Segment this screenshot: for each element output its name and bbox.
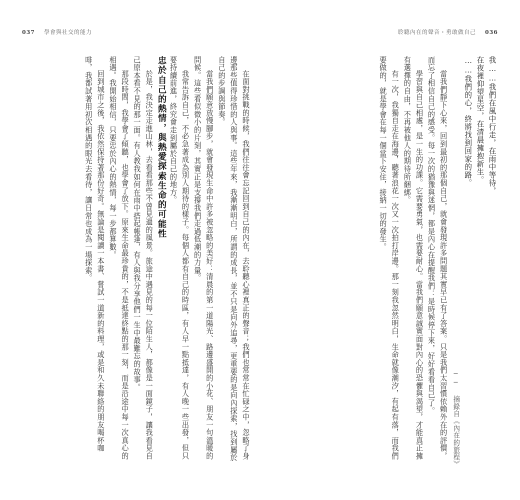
right-page	[268, 28, 498, 468]
right-page-number: 036	[485, 30, 498, 36]
body-paragraph: 那段時間，我學會了傾聽，也學會了放下。原來生命最珍貴的，不是抵達終點的那一刻，而是沿途中每一次真心的相遇。我開始相信，只要忠於內心的熱情，每一步都算數。	[108, 56, 131, 461]
quote-line: 我……我們在風中行走，在雨中等待，	[488, 56, 497, 196]
quote-attribution: ── 摘錄自《內在的旅程》	[451, 370, 460, 468]
body-paragraph: 回到城市之後，我依然保持著那份好奇。無論是閱讀一本書、嘗試一道新的料理，或是和久未聯絡的朋友喝杯咖啡，我都試著用初次相遇的眼光去看待，讓日常也成為一場探索。	[84, 56, 106, 453]
quote-line: ……我們的心，終將找到回家的路。	[463, 56, 473, 188]
right-running-title: 聆聽內在的聲音・勇敢做自己	[398, 30, 477, 36]
body-paragraph: 當我們靜下心來，回到最初的那個自己，就會發現許多問題其實早已有了答案。只是我們太習慣依賴外在的評價，而忘了相信自己的感受。每一次的猶豫與迷惘，都是內心在提醒我們：是時候停下來，好好看看自己了。	[427, 56, 449, 461]
body-paragraph: 在面對挑戰的時候，我們往往會忘記回到自己的內在，去聆聽心裡真正的聲音；我們也常常在忙碌之中，忽略了身邊那些值得珍惜的人與事。這些年來，我漸漸明白，所謂的成長，並不只是向外追尋，更重要的是向內探索，找到屬於自己的步調與節奏。	[217, 56, 251, 462]
body-paragraph: 當我們願意放慢腳步，就會發現生命中許多被忽略的美好：清晨的第一道陽光、路邊盛開的小花、朋友一句溫暖的問候。這些看似微小的片刻，其實正是支撐我們走過低潮的力量。	[193, 56, 215, 461]
book-spread	[22, 28, 498, 468]
left-page	[22, 28, 252, 468]
left-running-head	[22, 28, 92, 36]
body-paragraph: 於是，我決定走進山林，去看看那些不曾見過的風景。旅途中遇見的每一位陌生人，都像是一面鏡子，讓我看見自己原本看不見的那一面。有人教我如何在雨中搭起帳篷，有人與我分享他們一生中最難忘的故事。	[133, 56, 155, 461]
left-page-number: 037	[22, 30, 35, 36]
quote-line: 在夜裡仰望星空，在清晨擁抱新生。	[475, 56, 485, 184]
right-page-body	[268, 56, 498, 468]
body-paragraph: 我常告訴自己，不必急著成為別人期待的樣子。每個人都有自己的時區，有人早一點抵達，有人晚一些出發，但只要持續前進，終究會走到屬於自己的地方。	[169, 56, 191, 461]
left-page-body	[22, 56, 252, 468]
section-heading: 忠於自己的熱情，與熱愛探索生命的可能性	[156, 56, 167, 239]
body-paragraph: 學習與自己相處，是一生的功課。它需要勇氣，也需要耐心。當我們願意誠實面對內心的恐懼與渴望，才能真正擁有選擇的自由，不再被他人的期待所綑綁。	[403, 56, 425, 461]
right-running-head	[398, 28, 498, 36]
body-paragraph: 有一次，我獨自走在海邊，聽著浪花一次又一次拍打岸邊。那一刻我忽然明白，生命就像潮汐，有起有落，而我們要做的，就是學會在每一個當下安住，接納一切的發生。	[379, 56, 401, 461]
left-running-title: 學會與社交的能力	[43, 30, 92, 36]
